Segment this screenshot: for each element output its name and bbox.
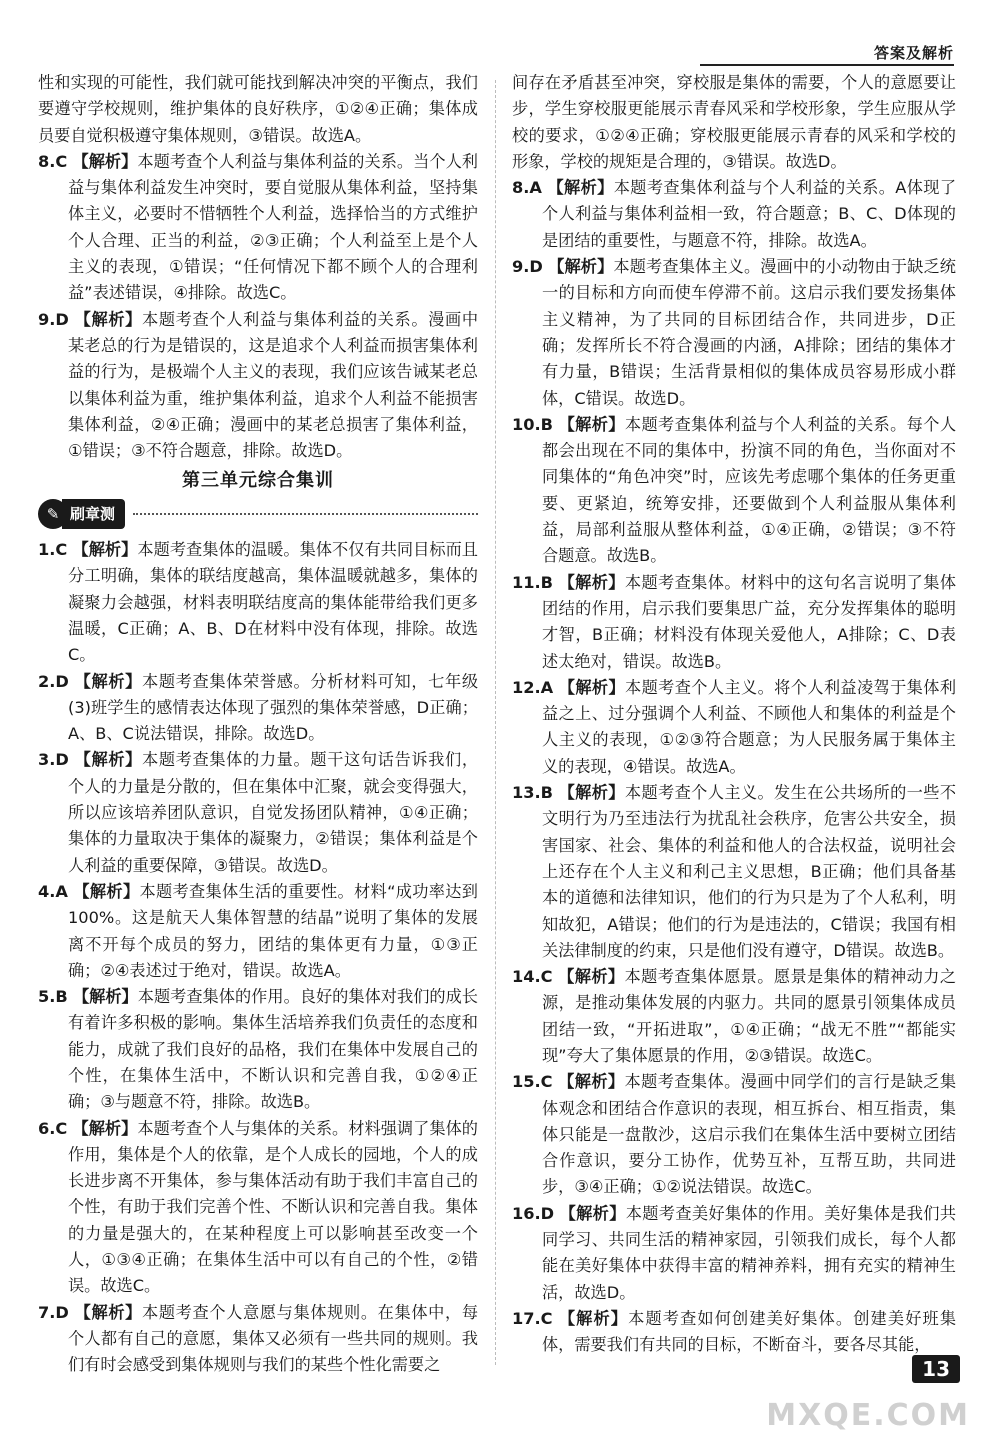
item-tag: 【解析】 (74, 309, 142, 329)
item-text: 本题考查美好集体的作用。美好集体是我们共同学习、共同生活的精神家园，引领我们成长，每个人都能在美好集体中获得丰富的精神养料，拥有充实的精神生活，故选D。 (542, 1203, 957, 1302)
item-number: 2.D (38, 671, 69, 691)
item-text: 本题考查集体利益与个人利益的关系。A体现了个人利益与集体利益相一致，符合题意；B、C、D体现的是团结的重要性，与题意不符，排除。故选A。 (542, 178, 957, 250)
item-number: 1.C (38, 540, 68, 560)
list-item (38, 984, 478, 1115)
item-tag: 【解析】 (72, 151, 138, 171)
item-text: 本题考查集体的温暖。集体不仅有共同目标而且分工明确，集体的联结度越高，集体温暖就越多，集体的凝聚力会越强，材料表明联结度高的集体能带给我们更多温暖，C正确；A、B、D在材料中没有体现，排除。故选C。 (68, 540, 478, 665)
item-text: 本题考查集体荣誉感。分析材料可知，七年级(3)班学生的感情表达体现了强烈的集体荣誉感，D正确；A、B、C说法错误，排除。故选D。 (68, 671, 479, 744)
list-item (512, 964, 956, 1069)
item-tag: 【解析】 (548, 257, 614, 277)
item-tag: 【解析】 (74, 1302, 142, 1322)
section-title: 第三单元综合集训 (182, 470, 334, 492)
item-text: 本题考查个人利益与集体利益的关系。漫画中某老总的行为是错误的，这是追求个人利益而损害集体利益的行为，是极端个人主义的表现，我们应该告诫某老总以集体利益为重，维护集体利益，追求个人利益不能损害集体利益，②④正确；漫画中的某老总损害了集体利益，①错误；③不符合题意，排除。故选D。 (68, 309, 479, 461)
item-number: 15.C (512, 1072, 553, 1092)
list-item (512, 675, 956, 780)
list-item (38, 879, 478, 984)
item-text: 本题考查个人与集体的关系。材料强调了集体的作用，集体是个人的依靠，是个人成长的园地，个人的成长进步离不开集体，参与集体活动有助于我们丰富自己的个性，有助于我们完善个性、不断认识和完善自我。集体的力量是强大的，在某种程度上可以影响甚至改变一个人，①③④正确；在集体生活中可以有自己的个性，②错误。故选C。 (68, 1118, 478, 1296)
item-number: 8.A (512, 178, 542, 198)
item-text: 本题考查如何创建美好集体。创建美好班集体，需要我们有共同的目标，不断奋斗，要各尽其能， (542, 1308, 957, 1355)
item-number: 3.D (38, 750, 69, 770)
list-item (38, 307, 478, 465)
item-number: 12.A (512, 677, 554, 697)
item-text: 本题考查个人意愿与集体规则。在集体中，每个人都有自己的意愿，集体又必须有一些共同的规则。我们有时会感受到集体规则与我们的某些个性化需要之 (68, 1302, 479, 1375)
item-tag: 【解析】 (558, 1308, 629, 1328)
item-number: 13.B (512, 783, 554, 803)
right-intro: 间存在矛盾甚至冲突，穿校服是集体的需要，个人的意愿要让步，学生穿校服更能展示青春风采和学校形象，学生应服从学校的要求，①②④正确；穿校服更能展示青春的风采和学校的形象，学校的规矩是合理的，③错误。故选D。 (512, 73, 956, 171)
item-tag: 【解析】 (72, 1118, 138, 1138)
list-item (512, 1306, 956, 1359)
item-text: 本题考查集体的力量。题干这句话告诉我们，个人的力量是分散的，但在集体中汇聚，就会变得强大，所以应该培养团队意识，自觉发扬团队精神，①④正确；集体的力量取决于集体的凝聚力，②错误；集体利益是个人利益的重要保障，③错误。故选D。 (68, 750, 479, 875)
right-column (512, 70, 956, 1359)
item-text: 本题考查集体。漫画中同学们的言行是缺乏集体观念和团结合作意识的表现，相互拆台、相互指责，集体只能是一盘散沙，这启示我们在集体生活中要树立团结合作意识，要分工协作，优势互补，互帮互助，共同进步，③④正确；①②说法错误。故选C。 (542, 1072, 957, 1197)
item-number: 6.C (38, 1118, 68, 1138)
item-text: 本题考查集体。材料中的这句名言说明了集体团结的作用，启示我们要集思广益，充分发挥集体的聪明才智，B正确；材料没有体现关爱他人，A排除；C、D表述太绝对，错误。故选B。 (542, 572, 957, 671)
item-tag: 【解析】 (558, 572, 625, 592)
item-tag: 【解析】 (558, 414, 625, 434)
list-item (512, 412, 956, 570)
header-rule (700, 64, 954, 66)
pen-icon: ✎ (38, 499, 68, 529)
item-number: 9.D (38, 309, 69, 329)
list-item (38, 149, 478, 307)
item-number: 10.B (512, 414, 554, 434)
item-text: 本题考查集体的作用。良好的集体对我们的成长有着许多积极的影响。集体生活培养我们负责任的态度和能力，成就了我们良好的品格，我们在集体中发展自己的个性，在集体生活中，不断认识和完善自我，①②④正确；③与题意不符，排除。故选B。 (68, 987, 478, 1112)
item-number: 5.B (38, 987, 68, 1007)
item-number: 7.D (38, 1302, 69, 1322)
item-tag: 【解析】 (72, 540, 138, 560)
item-number: 4.A (38, 881, 68, 901)
item-tag: 【解析】 (558, 1072, 625, 1092)
item-tag: 【解析】 (547, 178, 614, 198)
item-text: 本题考查集体愿景。愿景是集体的精神动力之源，是推动集体发展的内驱力。共同的愿景引领集体成员团结一致，“开拓进取”，①④正确；“战无不胜”“都能实现”夸大了集体愿景的作用，②③错误。故选C。 (542, 967, 957, 1065)
item-text: 本题考查个人主义。将个人利益凌驾于集体利益之上、过分强调个人利益、不顾他人和集体的利益是个人主义的表现，①②③符合题意；为人民服务属于集体主义的表现，④错误。故选A。 (542, 677, 957, 776)
item-tag: 【解析】 (74, 750, 142, 770)
item-tag: 【解析】 (73, 881, 140, 901)
item-text: 本题考查个人主义。发生在公共场所的一些不文明行为乃至违法行为扰乱社会秩序，危害公共安全，损害国家、社会、集体的利益和他人的合法权益，说明社会上还存在个人主义和利己主义思想，B正确；他们具备基本的道德和法律知识，他们的行为只是为了个人私利，明知故犯，A错误；他们的行为是违法的，C错误；我国有相关法律制度的约束，只是他们没有遵守，D错误。故选B。 (542, 783, 957, 960)
list-item (512, 1069, 956, 1200)
watermark: MXQE.COM (766, 1398, 970, 1433)
item-tag: 【解析】 (558, 967, 625, 987)
column-divider (495, 80, 496, 1365)
list-item (38, 1116, 478, 1300)
item-text: 本题考查集体主义。漫画中的小动物由于缺乏统一的目标和方向而使车停滞不前。这启示我们要发扬集体主义精神，为了共同的目标团结合作，共同进步，D正确；发挥所长不符合漫画的内涵，A排除；团结的集体才有力量，B错误；生活背景相似的集体成员容易形成小群体，C错误。故选D。 (542, 257, 956, 408)
item-tag: 【解析】 (74, 671, 142, 691)
list-item (512, 570, 956, 675)
list-item (38, 669, 478, 748)
item-number: 16.D (512, 1203, 555, 1223)
item-text: 本题考查集体利益与个人利益的关系。每个人都会出现在不同的集体中，扮演不同的角色，当你面对不同集体的“角色冲突”时，应该先考虑哪个集体的任务更重要、更紧迫，统筹安排，还要做到个人利益服从集体利益，局部利益服从整体利益，①④正确，②错误；③不符合题意。故选B。 (542, 414, 957, 566)
list-item (38, 537, 478, 668)
list-item (512, 780, 956, 964)
list-item (512, 254, 956, 412)
badge-label: 刷章测 (62, 499, 125, 529)
item-number: 11.B (512, 572, 554, 592)
left-column (38, 70, 478, 1379)
item-text: 本题考查集体生活的重要性。材料“成功率达到100%。这是航天人集体智慧的结晶”说明了集体的发展离不开每个成员的努力，团结的集体更有力量，①③正确；②④表述过于绝对，错误。故选A。 (68, 881, 478, 980)
chapter-test-badge (38, 499, 478, 529)
item-number: 9.D (512, 257, 543, 277)
left-intro: 性和实现的可能性，我们就可能找到解决冲突的平衡点，我们要遵守学校规则，维护集体的良好秩序，①②④正确；集体成员要自觉积极遵守集体规则，③错误。故选A。 (38, 73, 478, 145)
badge-rule (133, 513, 478, 515)
item-tag: 【解析】 (559, 1203, 626, 1223)
item-text: 本题考查个人利益与集体利益的关系。当个人利益与集体利益发生冲突时，要自觉服从集体利益，坚持集体主义，必要时不惜牺牲个人利益，选择恰当的方式维护个人合理、正当的利益，②③正确；个人利益至上是个人主义的表现，①错误；“任何情况下都不顾个人的合理利益”表述错误，④排除。故选C。 (68, 151, 478, 303)
item-tag: 【解析】 (72, 987, 138, 1007)
item-tag: 【解析】 (558, 677, 626, 697)
item-tag: 【解析】 (558, 783, 625, 803)
item-number: 17.C (512, 1308, 553, 1328)
page-number: 13 (912, 1355, 960, 1383)
list-item (38, 747, 478, 878)
list-item (38, 1300, 478, 1379)
list-item (512, 1201, 956, 1306)
item-number: 8.C (38, 151, 68, 171)
list-item (512, 175, 956, 254)
item-number: 14.C (512, 967, 553, 987)
header-label: 答案及解析 (873, 44, 954, 62)
